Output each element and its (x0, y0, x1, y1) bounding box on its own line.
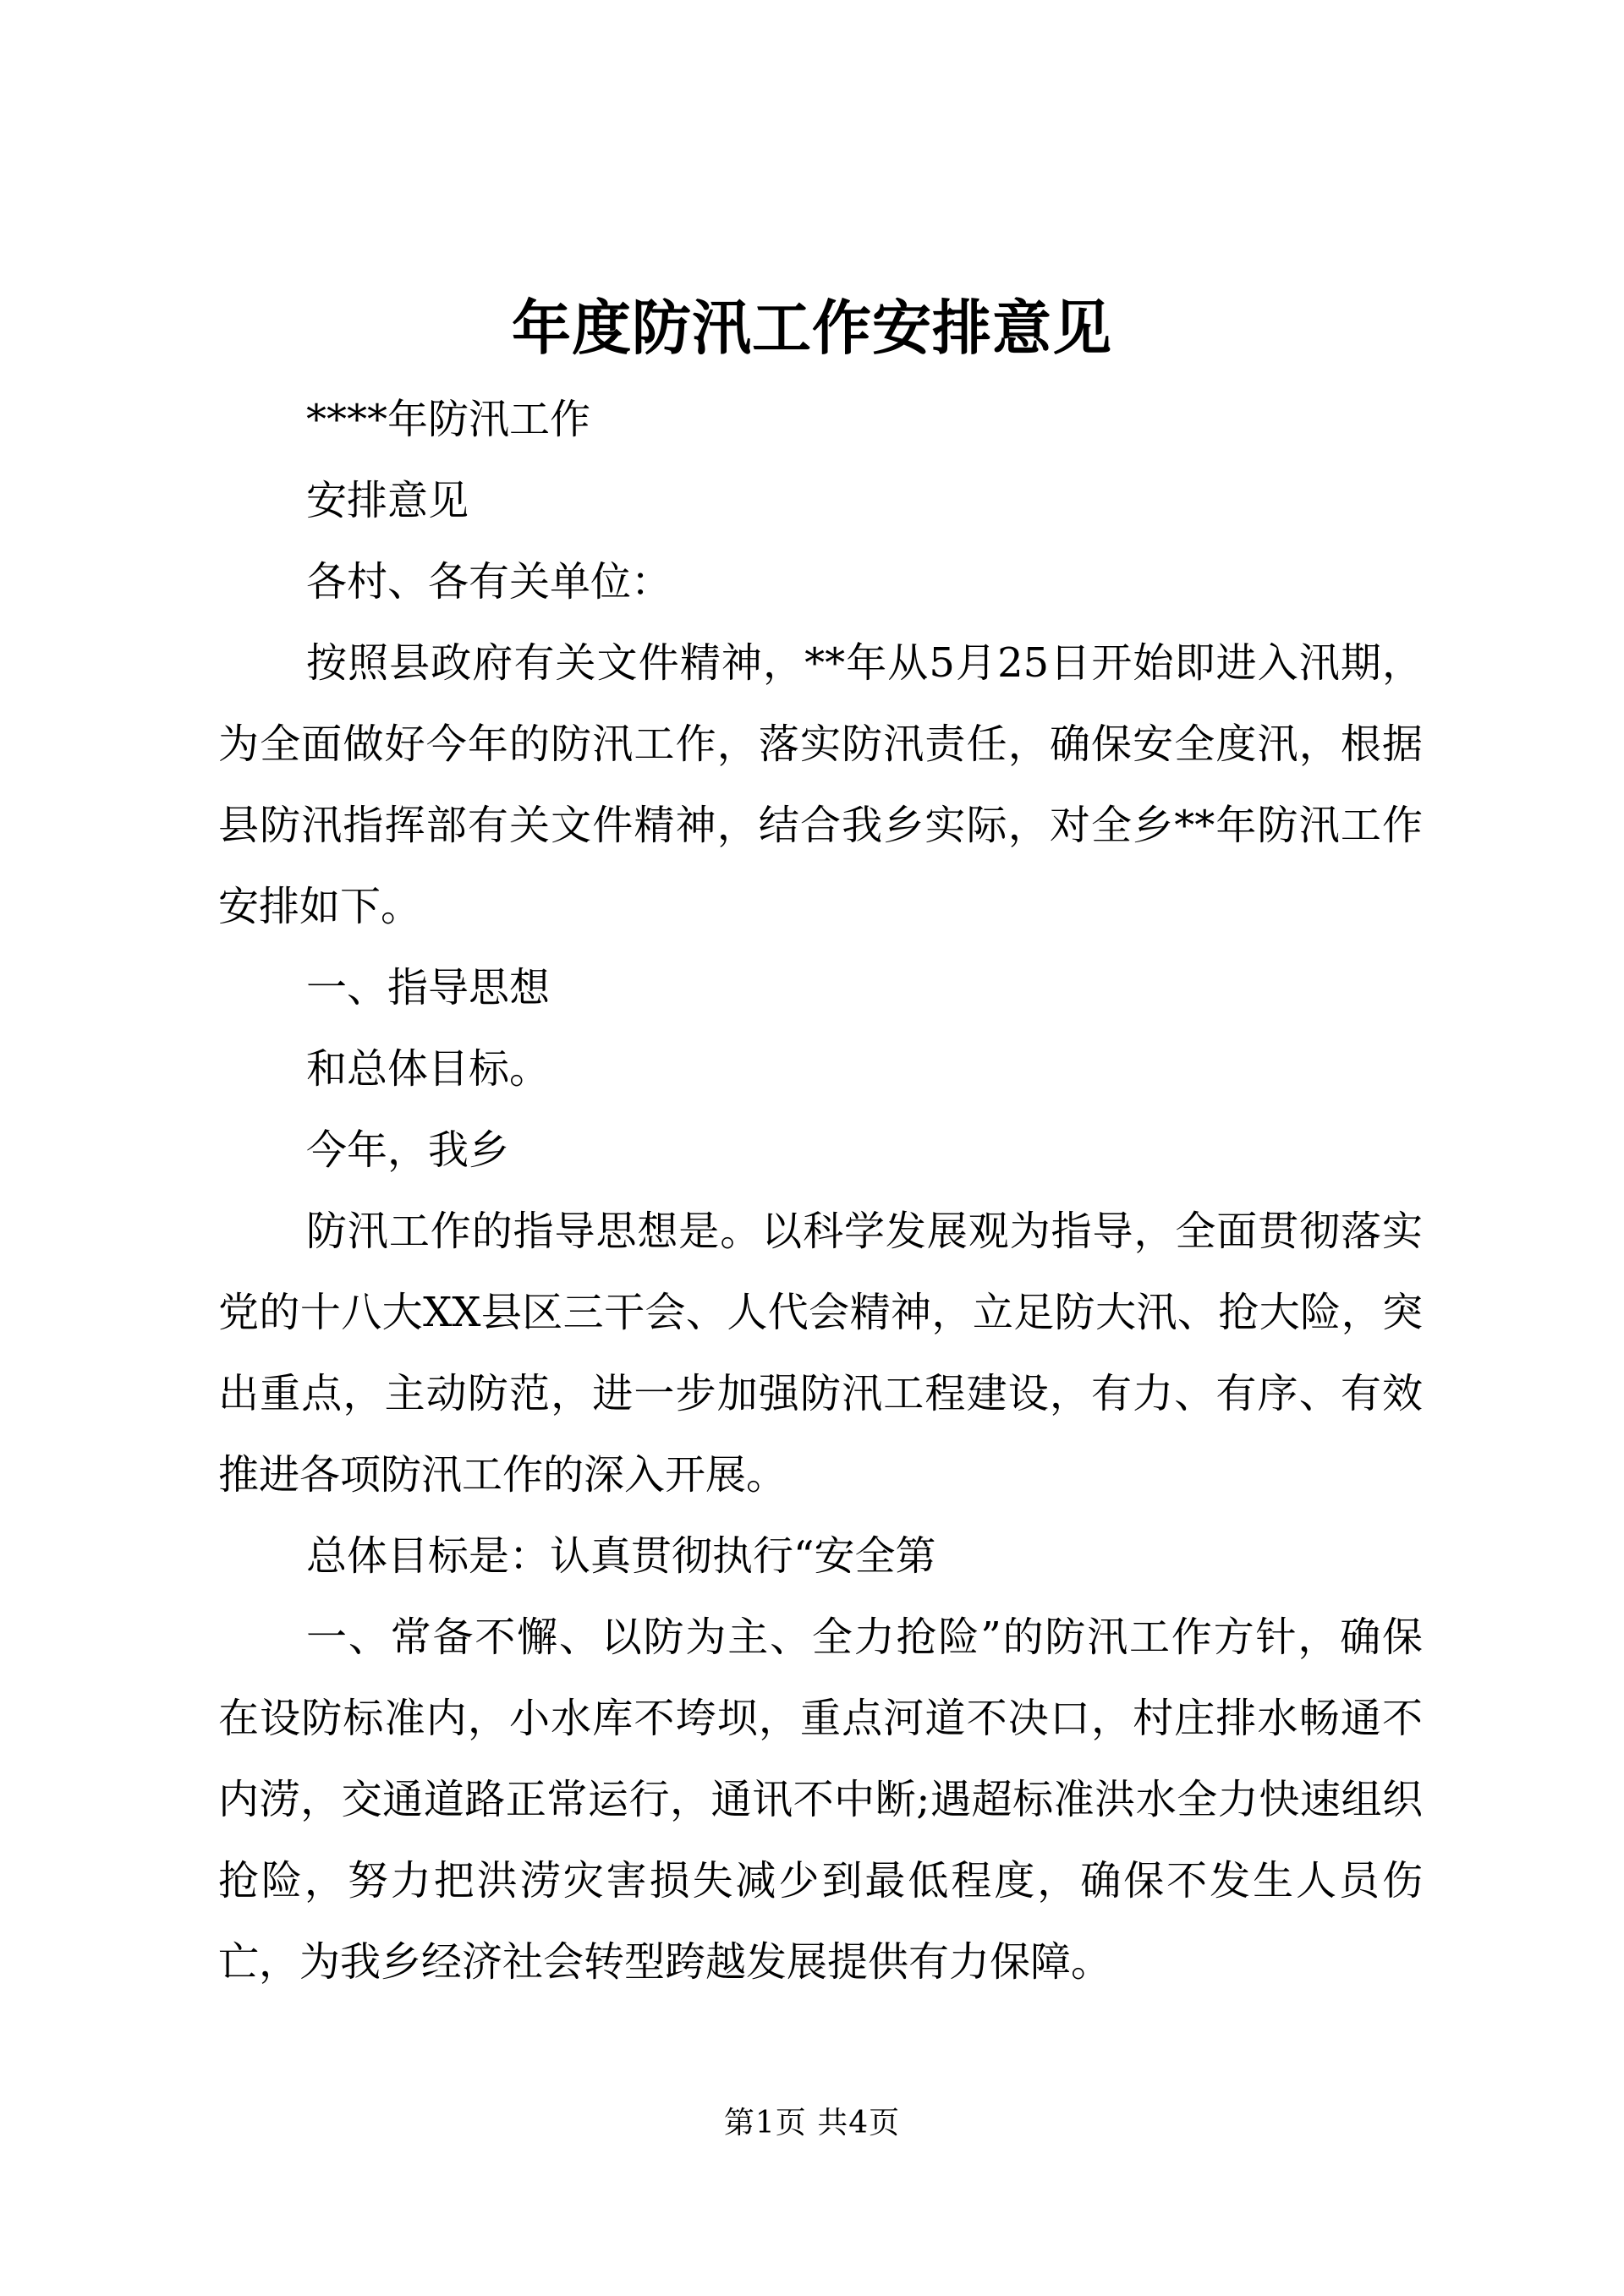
paragraph-guiding-ideology: 防汛工作的指导思想是。以科学发展观为指导，全面贯彻落实党的十八大XX县区三干会、人代会精神，立足防大汛、抢大险，突出重点，主动防范，进一步加强防汛工程建设，有力、有序、有效推进各项防汛工作的深入开展。 (218, 1208, 1423, 1499)
paragraph-heading-year: ****年防汛工作 (306, 396, 591, 443)
paragraph-salutation: 各村、各有关单位： (306, 558, 672, 606)
paragraph-this-year: 今年，我乡 (306, 1126, 510, 1174)
document-body (218, 379, 1423, 2003)
paragraph-goal-detail: 一、常备不懈、以防为主、全力抢险”的防汛工作方针，确保在设防标准内，小水库不垮坝，重点河道不决口，村庄排水畅通不内涝，交通道路正常运行，通讯不中断;遇超标准洪水全力快速组织抢险，努力把洪涝灾害损失减少到最低程度，确保不发生人员伤亡，为我乡经济社会转型跨越发展提供有力保障。 (218, 1614, 1423, 1986)
paragraph-heading-opinion: 安排意见 (306, 477, 469, 524)
page-title: 年度防汛工作安排意见 (512, 293, 1112, 363)
paragraph-overall-goal: 总体目标是：认真贯彻执行“安全第 (306, 1532, 936, 1580)
paragraph-intro: 按照县政府有关文件精神，**年从5月25日开始即进入汛期，为全面做好今年的防汛工作，落实防汛责任，确保安全度汛，根据县防汛指挥部有关文件精神，结合我乡实际，对全乡**年防汛工作安排如下。 (218, 639, 1423, 930)
paragraph-section-subheading: 和总体目标。 (306, 1045, 551, 1093)
page-footer: 第1页 共4页 (723, 2106, 901, 2140)
paragraph-section-heading: 一、指导思想 (306, 964, 551, 1011)
